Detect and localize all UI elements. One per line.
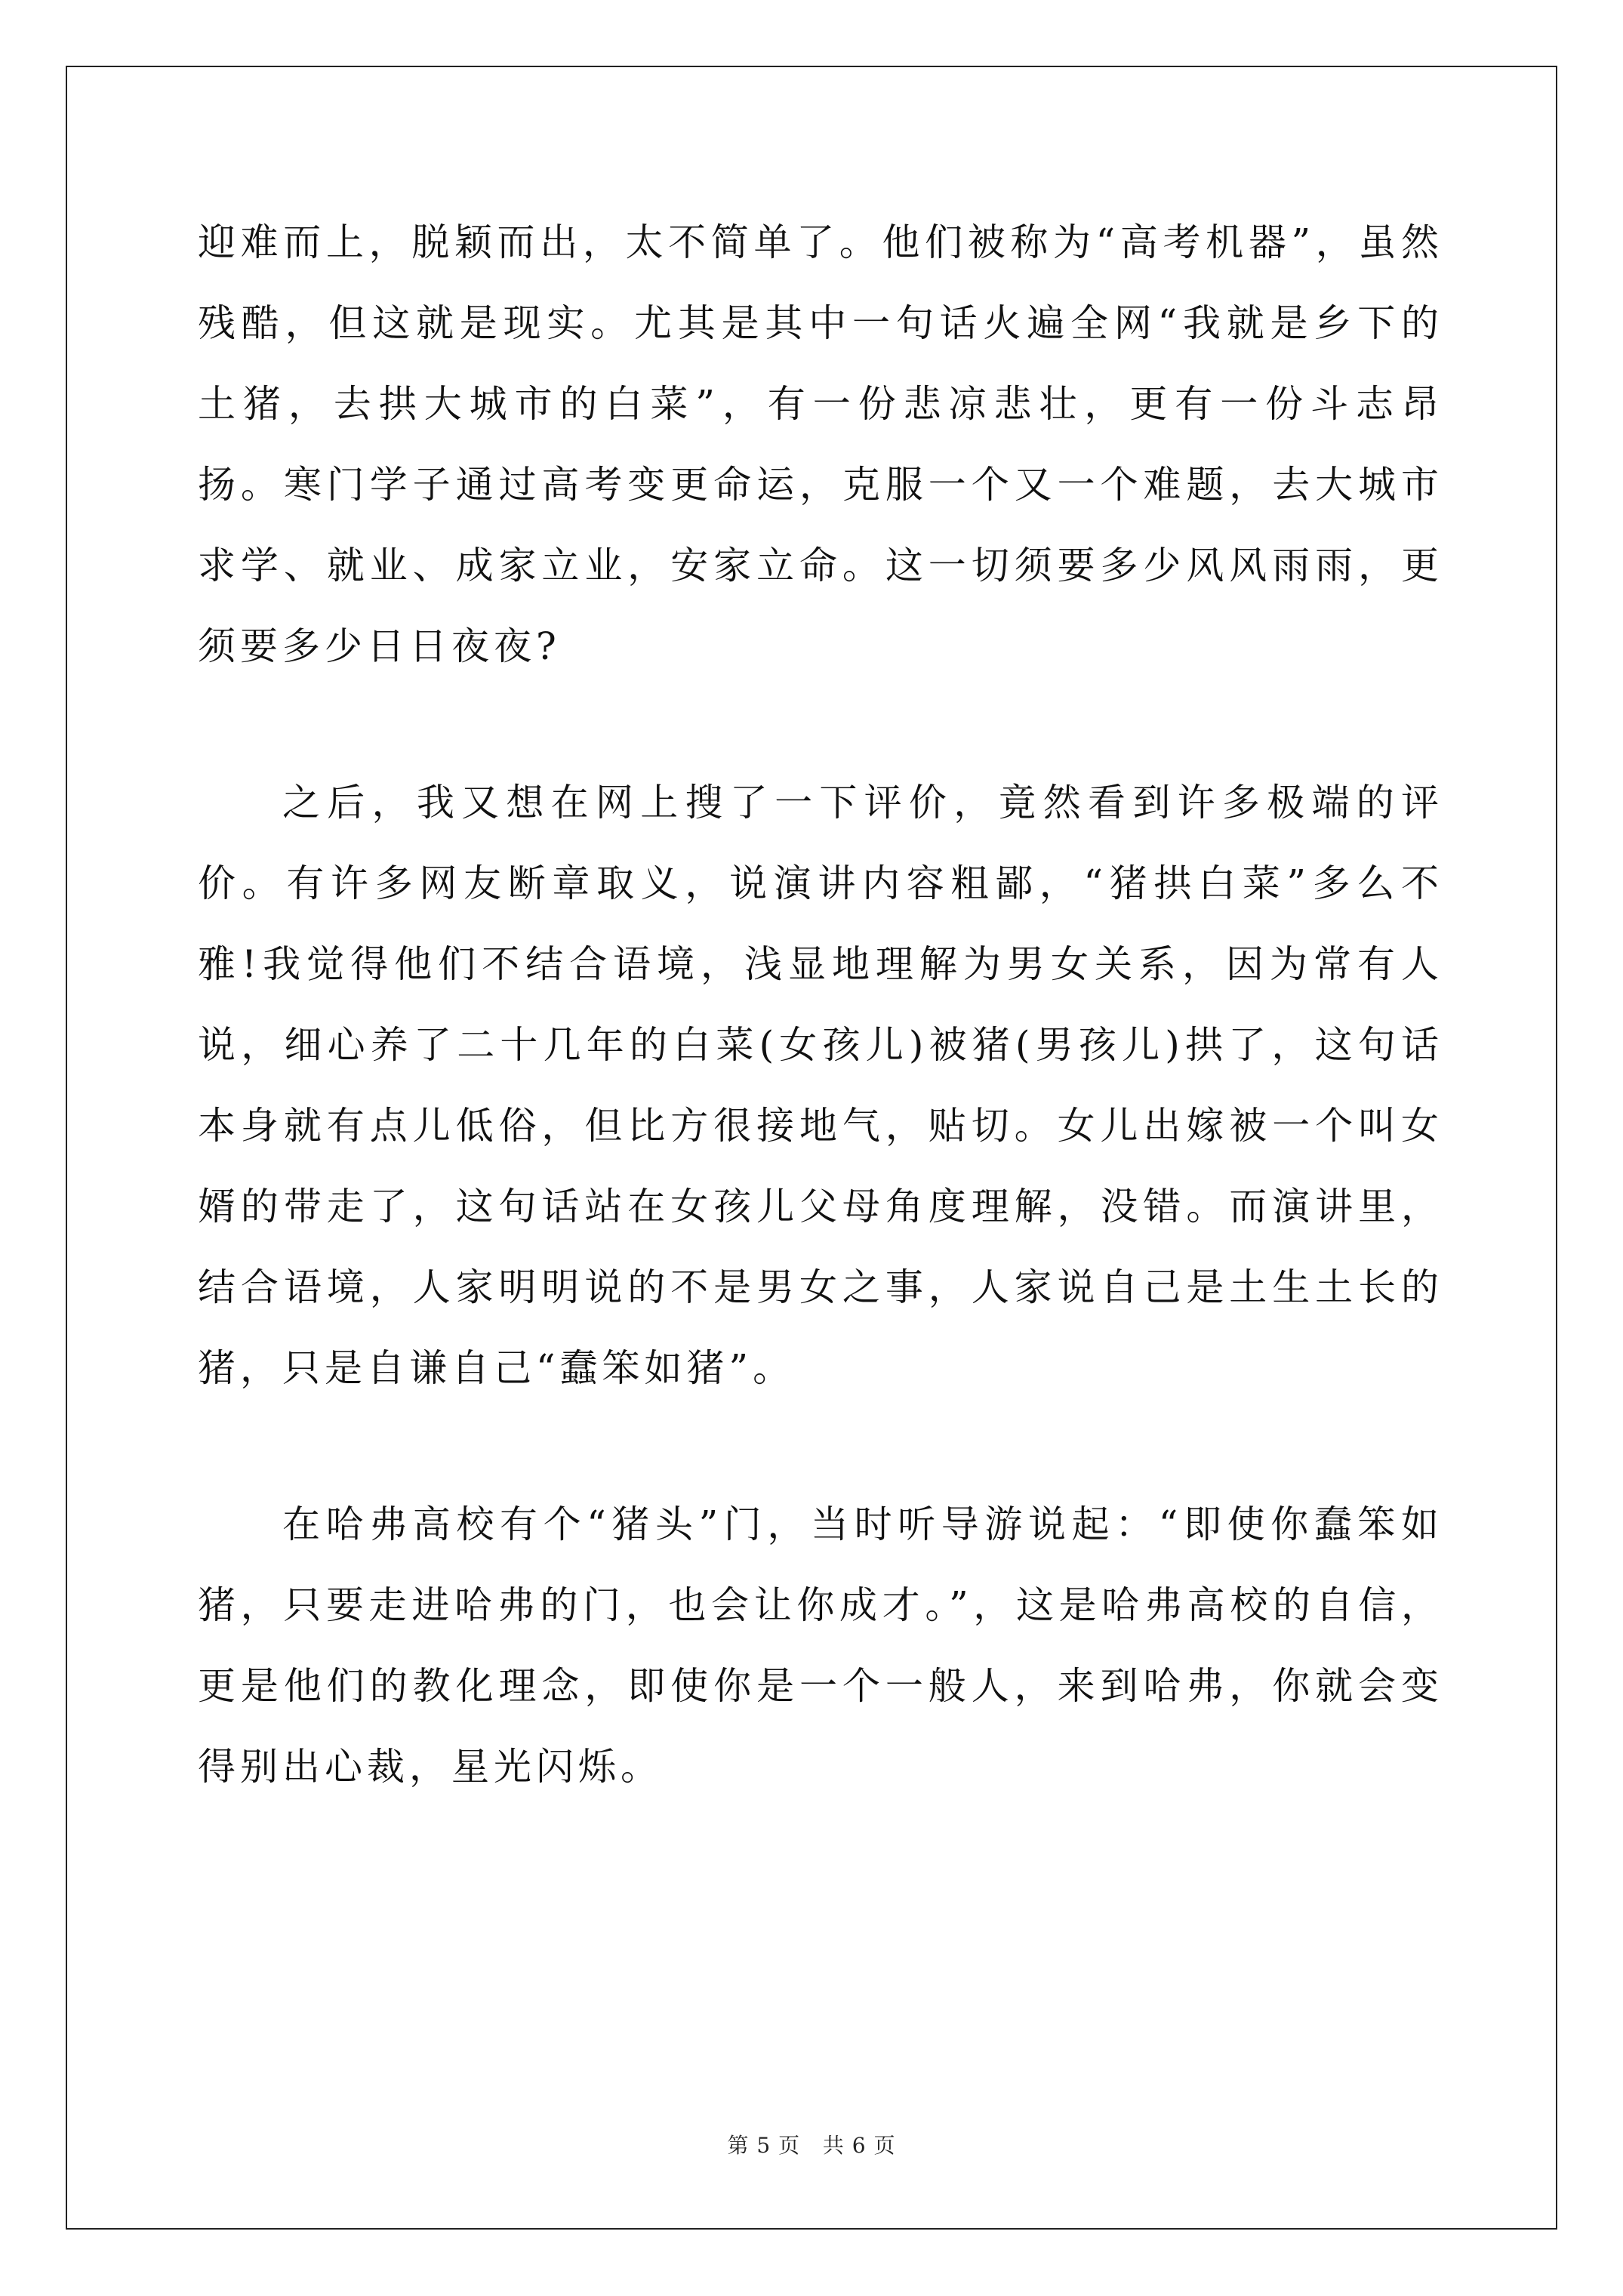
paragraph: 在哈弗高校有个“猪头”门，当时听导游说起：“即使你蠢笨如猪，只要走进哈弗的门，也会让你成才。”，这是哈弗高校的自信，更是他们的教化理念，即使你是一个一般人，来到哈弗，你就会变得别出心裁，星光闪烁。: [198, 1502, 1443, 1789]
paragraph: 迎难而上，脱颖而出，太不简单了。他们被称为“高考机器”，虽然残酷，但这就是现实。尤其是其中一句话火遍全网“我就是乡下的土猪，去拱大城市的白菜”，有一份悲凉悲壮，更有一份斗志昂扬。寒门学子通过高考变更命运，克服一个又一个难题，去大城市求学、就业、成家立业，安家立命。这一切须要多少风风雨雨，更须要多少日日夜夜?: [198, 220, 1443, 668]
page-total: 共 6 页: [822, 2133, 896, 2158]
paragraph: 之后，我又想在网上搜了一下评价，竟然看到许多极端的评价。有许多网友断章取义，说演讲内容粗鄙，“猪拱白菜”多么不雅!我觉得他们不结合语境，浅显地理解为男女关系，因为常有人说，细心养了二十几年的白菜(女孩儿)被猪(男孩儿)拱了，这句话本身就有点儿低俗，但比方很接地气，贴切。女儿出嫁被一个叫女婿的带走了，这句话站在女孩儿父母角度理解，没错。而演讲里，结合语境，人家明明说的不是男女之事，人家说自己是土生土长的猪，只是自谦自己“蠢笨如猪”。: [198, 781, 1443, 1390]
page-footer: [0, 2129, 1623, 2159]
page-number: 第 5 页: [727, 2133, 801, 2158]
document-body: [198, 202, 1443, 1808]
